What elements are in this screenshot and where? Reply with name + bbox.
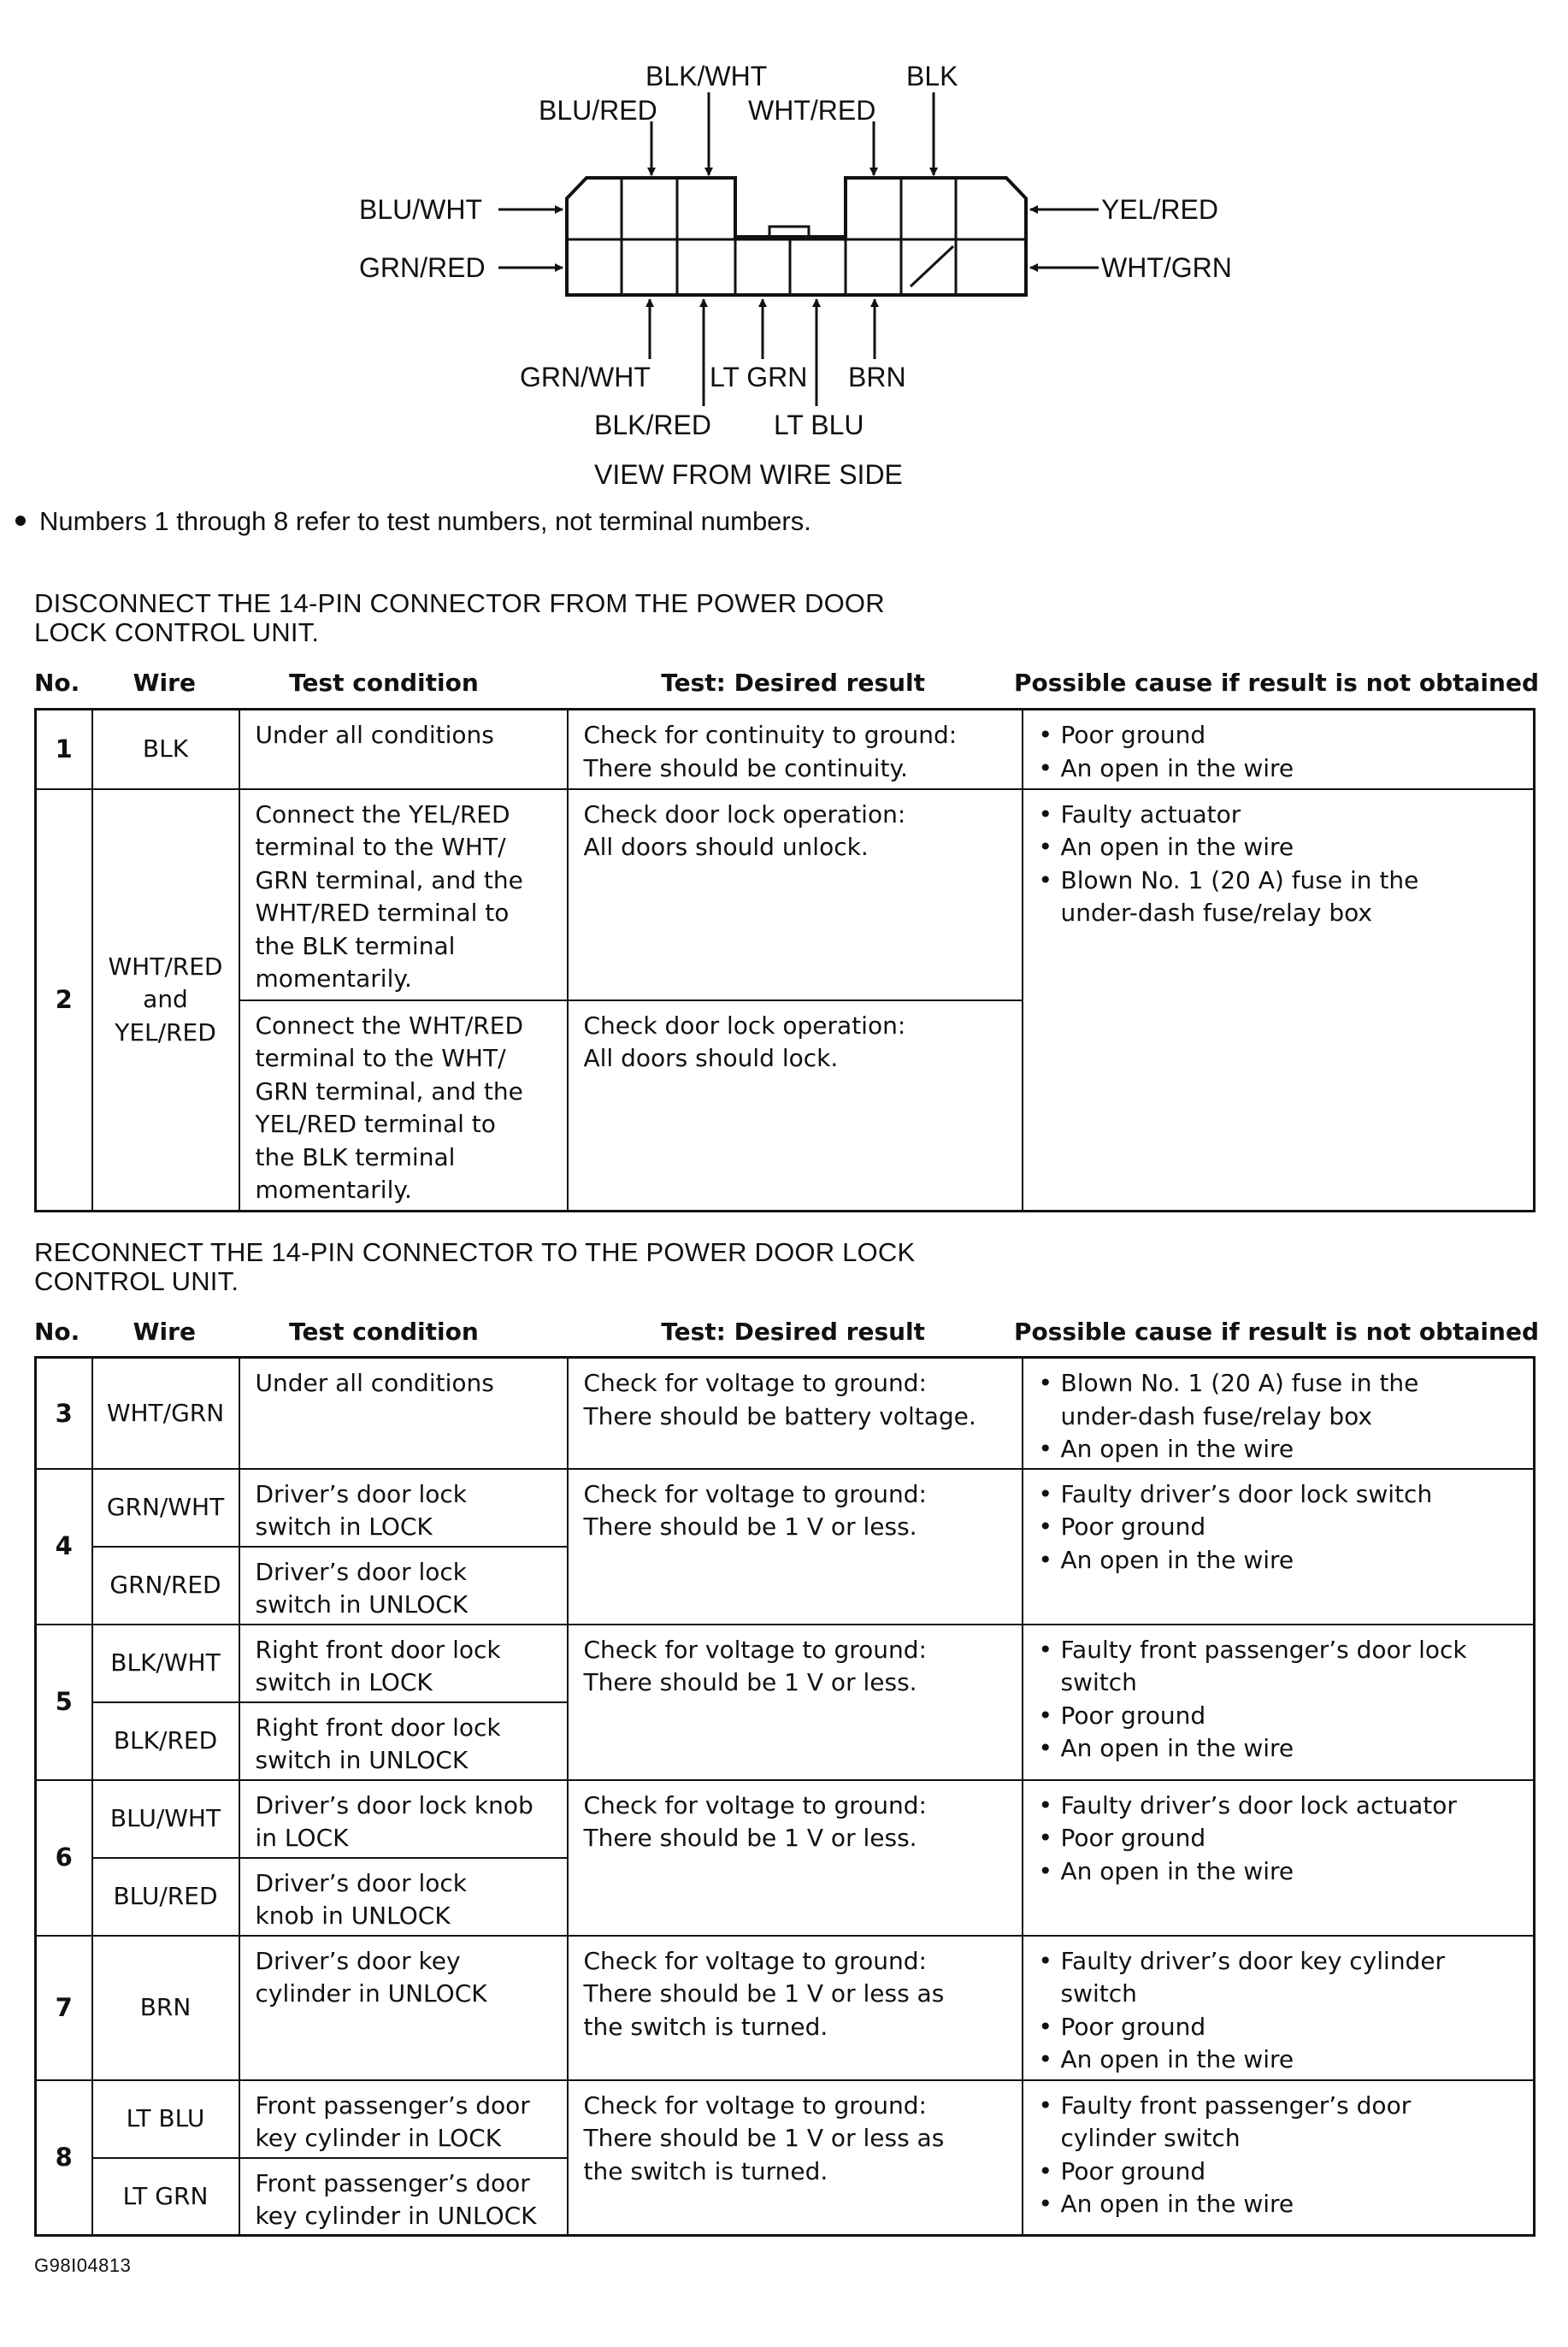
label-brn: BRN: [848, 362, 906, 392]
label-yel-red: YEL/RED: [1101, 194, 1218, 225]
table-row: LT GRN Front passenger’s door key cylinder in UNLOCK: [36, 2158, 1535, 2236]
col-no: No.: [34, 1317, 80, 1346]
table-row: 8 LT BLU Front passenger’s door key cylinder in LOCK Check for voltage to ground: There should be 1 V or less as the switch is turned. • Faulty front passenger’s door cylinder switch • Poor ground • An open in the wire: [36, 2080, 1535, 2158]
section1-column-headers: [34, 668, 1539, 697]
label-blu-red: BLU/RED: [539, 95, 657, 126]
col-wire: Wire: [133, 668, 196, 697]
table-row: 6 BLU/WHT Driver’s door lock knob in LOCK Check for voltage to ground: There should be 1 V or less. • Faulty driver’s door lock actuator • Poor ground • An open in the wire: [36, 1780, 1535, 1858]
table-row: BLU/RED Driver’s door lock knob in UNLOCK: [36, 1858, 1535, 1936]
diagram-caption: VIEW FROM WIRE SIDE: [594, 459, 903, 490]
col-cause: Possible cause if result is not obtained: [1014, 1317, 1539, 1346]
table-row: 4 GRN/WHT Driver’s door lock switch in LOCK Check for voltage to ground: There should be 1 V or less. • Faulty driver’s door lock switch • Poor ground • An open in the wire: [36, 1469, 1535, 1547]
col-no: No.: [34, 668, 80, 697]
col-condition: Test condition: [289, 668, 479, 697]
col-wire: Wire: [133, 1317, 196, 1346]
figure-id: G98I04813: [34, 2255, 132, 2276]
section1-heading: DISCONNECT THE 14-PIN CONNECTOR FROM THE POWER DOOR LOCK CONTROL UNIT.: [34, 588, 885, 647]
table-row: BLK/RED Right front door lock switch in UNLOCK: [36, 1702, 1535, 1780]
col-result: Test: Desired result: [661, 1317, 926, 1346]
label-lt-blu: LT BLU: [774, 410, 864, 440]
label-grn-red: GRN/RED: [359, 252, 486, 283]
test-number-note: Numbers 1 through 8 refer to test numbers, not terminal numbers.: [12, 506, 811, 537]
bullet-icon: [15, 516, 26, 526]
label-wht-grn: WHT/GRN: [1101, 252, 1232, 283]
table-row: 2 WHT/RED and YEL/RED Connect the YEL/RED terminal to the WHT/ GRN terminal, and the WHT/RED terminal to the BLK terminal momentarily. Check door lock operation: All doors should unlock. • Faulty actuator • An open in the wire • Blown No. 1 (20 A) fuse in the under-dash fuse/relay box: [36, 789, 1535, 1000]
connector-body: [429, 175, 1026, 295]
section2-column-headers: [34, 1317, 1539, 1346]
section1-table: [34, 708, 1536, 1212]
label-wht-red: WHT/RED: [748, 95, 876, 126]
label-blk: BLK: [906, 61, 958, 91]
section2-table: [34, 1356, 1536, 2237]
table-row: 7 BRN Driver’s door key cylinder in UNLOCK Check for voltage to ground: There should be 1 V or less as the switch is turned. • Faulty driver’s door key cylinder switch • Poor ground • An open in the wire: [36, 1936, 1535, 2080]
connector-diagram: [0, 0, 1568, 513]
section2-heading: RECONNECT THE 14-PIN CONNECTOR TO THE POWER DOOR LOCK CONTROL UNIT.: [34, 1237, 916, 1296]
table-row: 1 BLK Under all conditions Check for continuity to ground: There should be continuity. • Poor ground • An open in the wire: [36, 710, 1535, 789]
label-blk-wht: BLK/WHT: [645, 61, 768, 91]
col-cause: Possible cause if result is not obtained: [1014, 668, 1539, 697]
col-condition: Test condition: [289, 1317, 479, 1346]
table-row: GRN/RED Driver’s door lock switch in UNLOCK: [36, 1547, 1535, 1625]
label-blu-wht: BLU/WHT: [359, 194, 482, 225]
wire-arrows: [498, 92, 1099, 406]
table-row: 5 BLK/WHT Right front door lock switch in LOCK Check for voltage to ground: There should be 1 V or less. • Faulty front passenger’s door lock switch • Poor ground • An open in the wire: [36, 1625, 1535, 1702]
label-grn-wht: GRN/WHT: [520, 362, 651, 392]
col-result: Test: Desired result: [661, 668, 926, 697]
table-row: Connect the WHT/RED terminal to the WHT/ GRN terminal, and the YEL/RED terminal to the BLK terminal momentarily. Check door lock operation: All doors should lock.: [36, 1000, 1535, 1212]
label-lt-grn: LT GRN: [710, 362, 808, 392]
label-blk-red: BLK/RED: [594, 410, 711, 440]
table-row: 3 WHT/GRN Under all conditions Check for voltage to ground: There should be battery voltage. • Blown No. 1 (20 A) fuse in the under-dash fuse/relay box • An open in the wire: [36, 1358, 1535, 1469]
